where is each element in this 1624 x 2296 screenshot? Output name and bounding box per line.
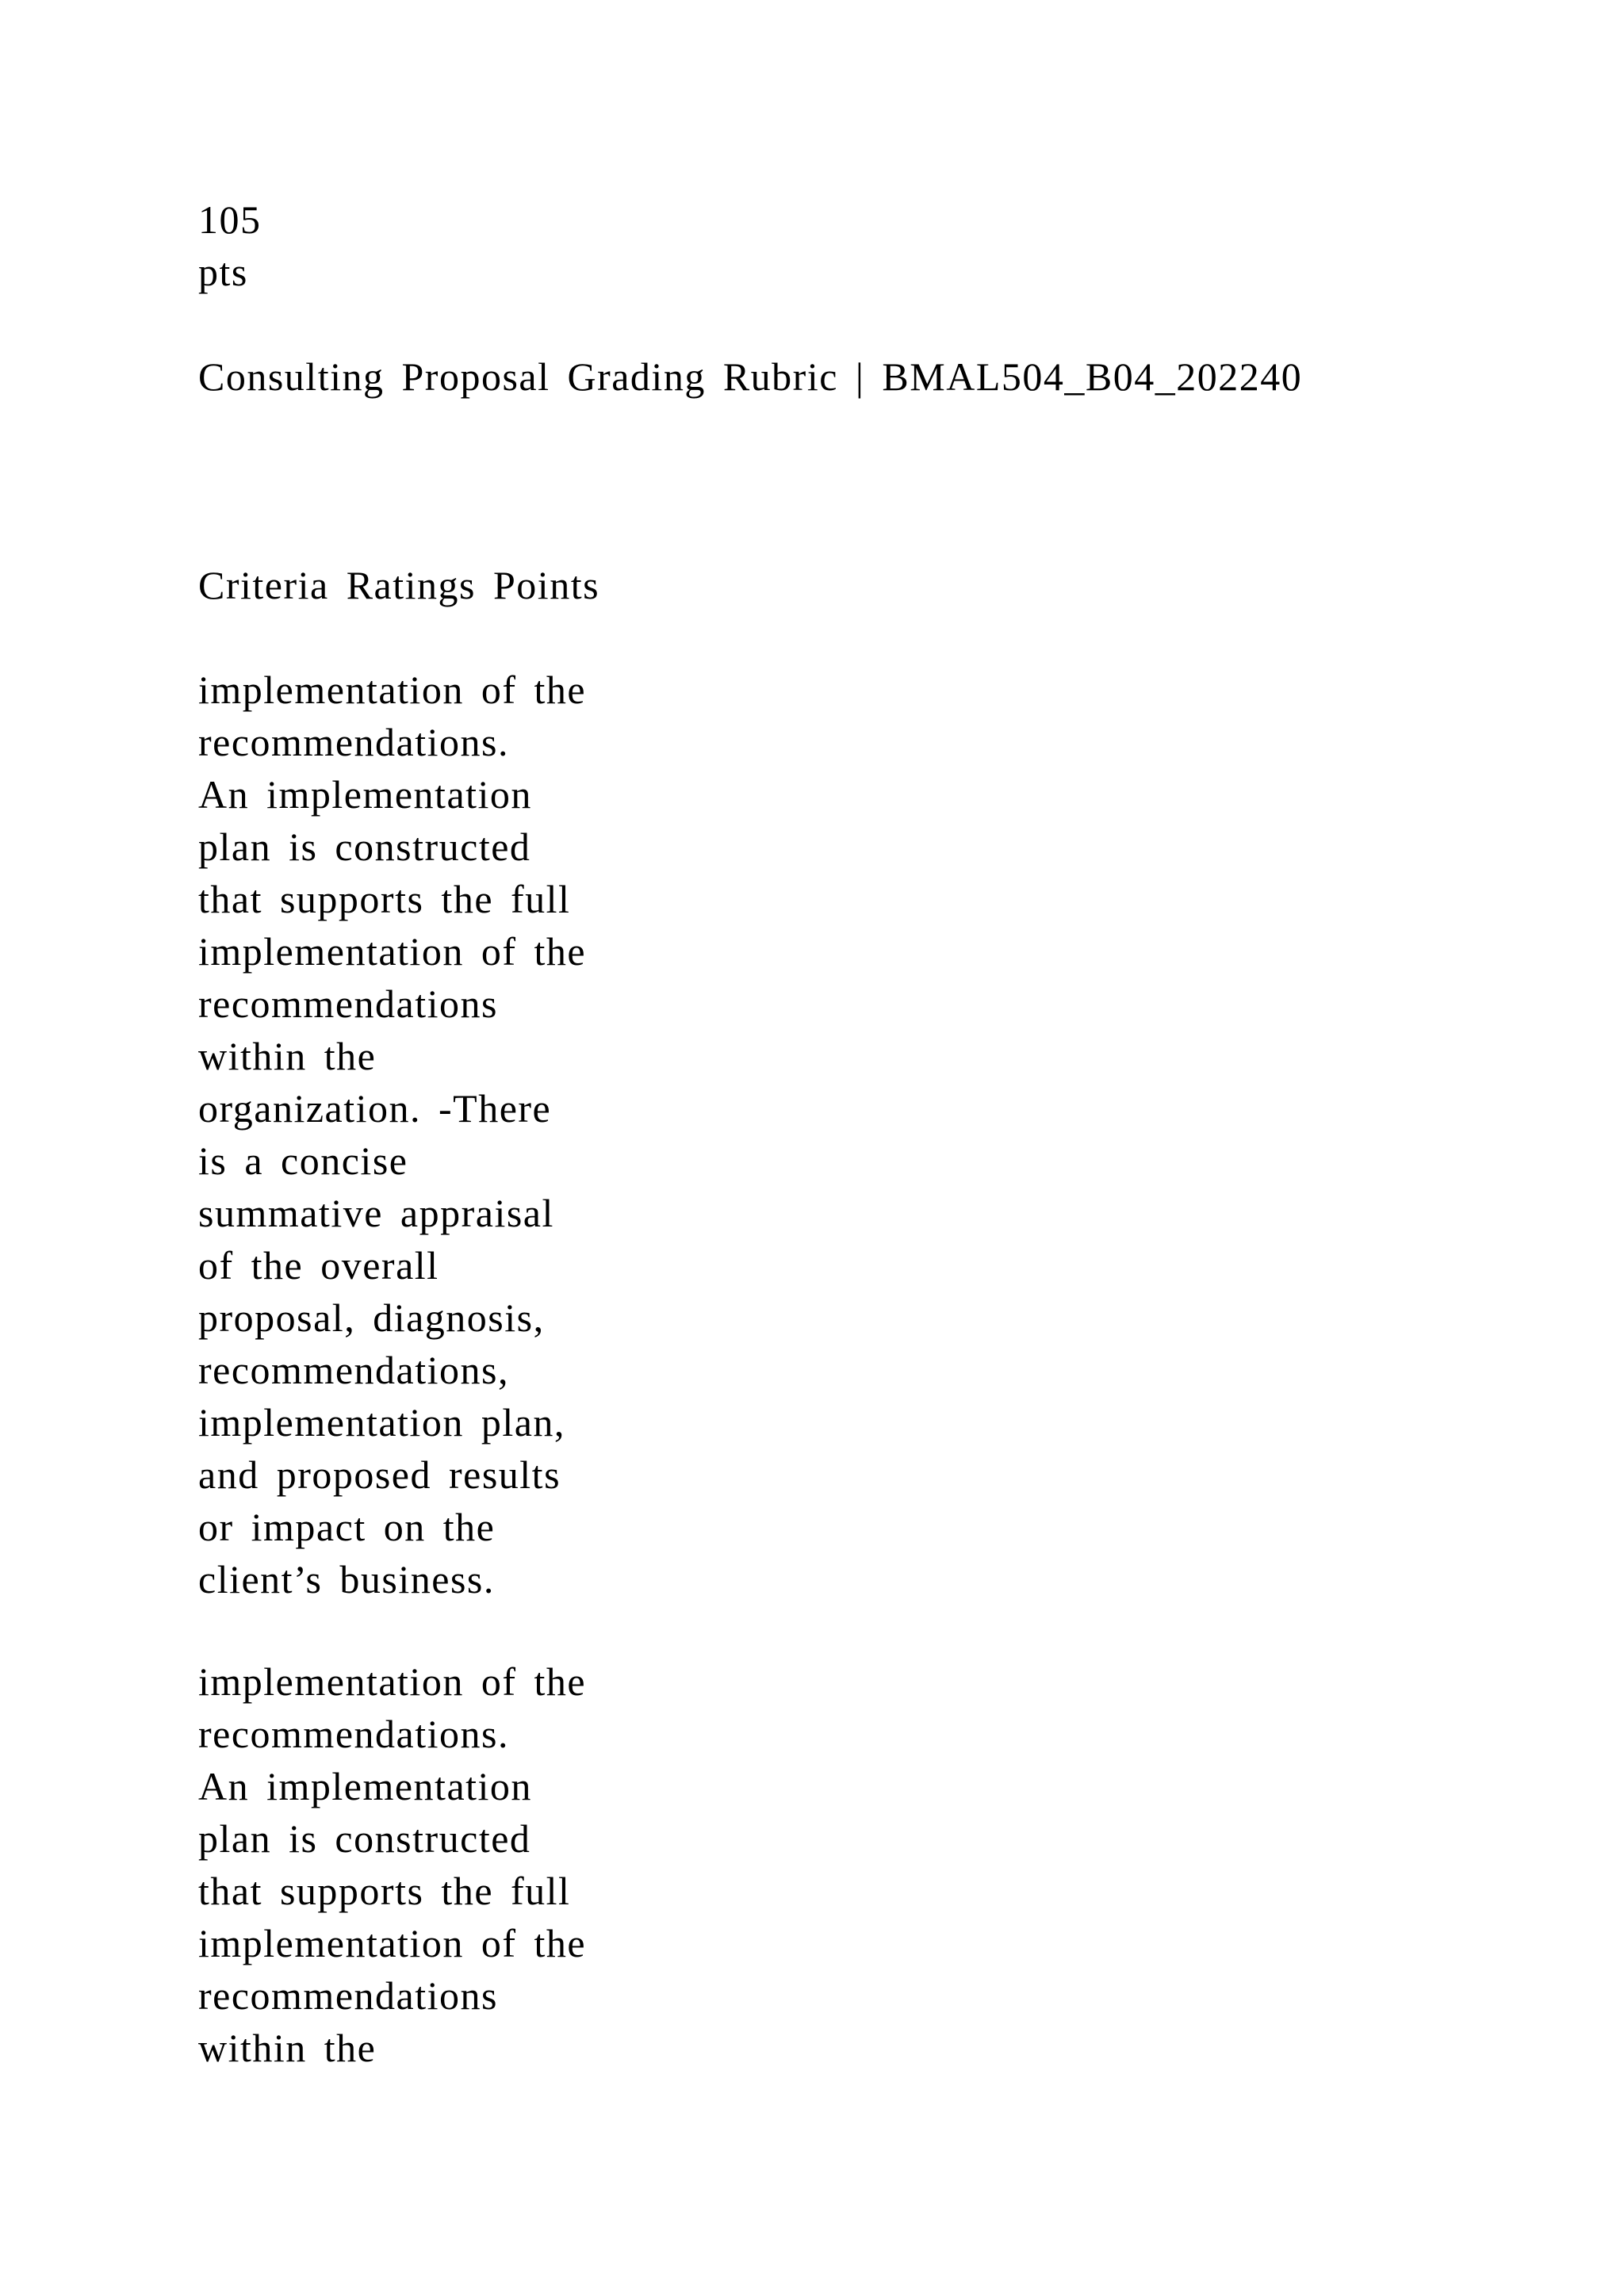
paragraph-line: recommendations. (198, 1712, 509, 1756)
points-unit: pts (198, 250, 248, 294)
paragraph-line: summative appraisal (198, 1191, 554, 1235)
paragraph-line: that supports the full (198, 877, 571, 921)
paragraph-line: is a concise (198, 1138, 408, 1183)
criteria-paragraph-2 (198, 1655, 586, 2074)
paragraph-line: recommendations, (198, 1348, 509, 1392)
paragraph-line: plan is constructed (198, 825, 531, 869)
paragraph-line: An implementation (198, 772, 532, 817)
paragraph-line: implementation of the (198, 1659, 587, 1704)
table-header-block (198, 559, 599, 611)
paragraph-line: and proposed results (198, 1452, 561, 1497)
rubric-title: Consulting Proposal Grading Rubric | BMAL504_B04_202240 (198, 354, 1303, 399)
rubric-title-block (198, 350, 1302, 403)
points-label (198, 193, 262, 298)
paragraph-line: that supports the full (198, 1869, 571, 1913)
paragraph-line: or impact on the (198, 1505, 496, 1549)
paragraph-line: implementation of the (198, 929, 587, 974)
paragraph-line: organization. -There (198, 1086, 552, 1131)
paragraph-line: implementation plan, (198, 1400, 565, 1445)
paragraph-line: plan is constructed (198, 1816, 531, 1861)
paragraph-line: recommendations. (198, 720, 509, 764)
paragraph-line: proposal, diagnosis, (198, 1295, 545, 1340)
paragraph-line: of the overall (198, 1243, 439, 1288)
criteria-paragraph-1 (198, 664, 586, 1605)
paragraph-line: implementation of the (198, 1921, 587, 1965)
paragraph-line: within the (198, 1034, 377, 1078)
paragraph-line: within the (198, 2026, 377, 2070)
paragraph-line: client’s business. (198, 1557, 495, 1601)
points-value: 105 (198, 197, 262, 242)
paragraph-line: recommendations (198, 982, 498, 1026)
paragraph-line: implementation of the (198, 668, 587, 712)
paragraph-line: recommendations (198, 1973, 498, 2018)
paragraph-line: An implementation (198, 1764, 532, 1808)
table-header: Criteria Ratings Points (198, 563, 600, 607)
